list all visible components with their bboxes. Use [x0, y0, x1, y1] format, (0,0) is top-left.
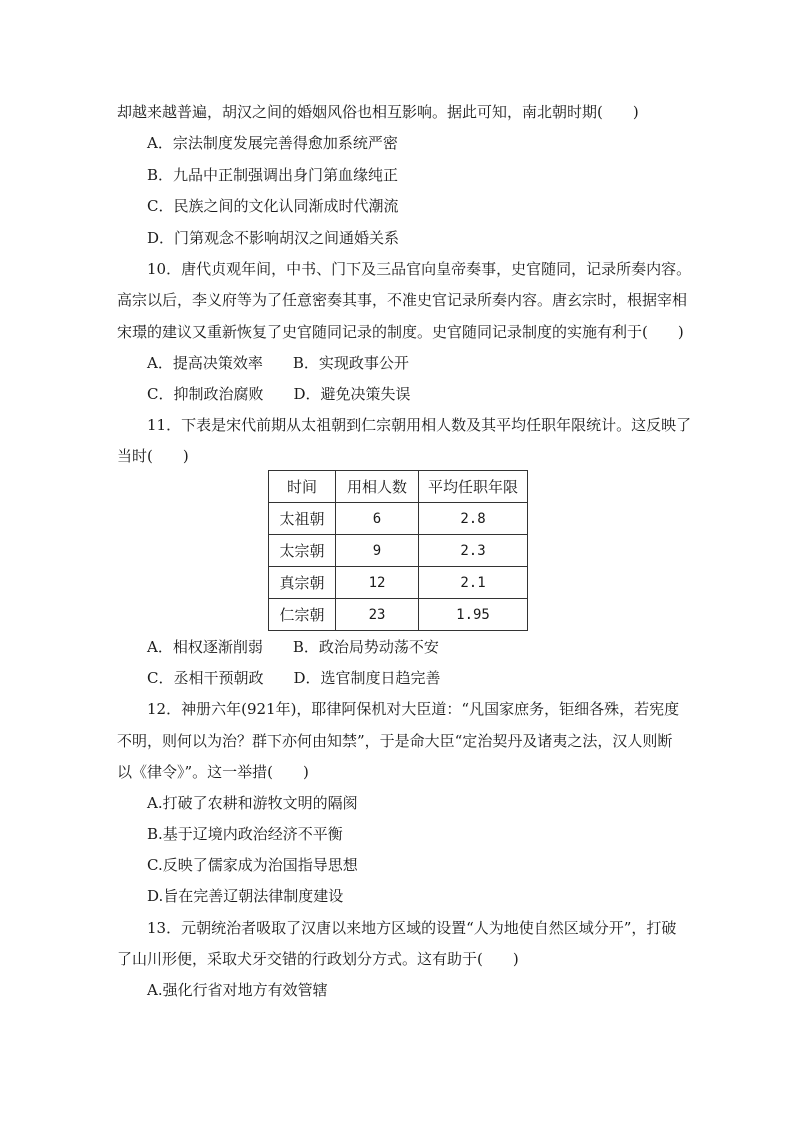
q12-option-a: A.打破了农耕和游牧文明的隔阂	[147, 794, 358, 812]
table-cell: 太祖朝	[269, 503, 336, 535]
q10-stem-line2: 高宗以后，李义府等为了任意密奏其事，不准史官记录所奏内容。唐玄宗时，根据宰相	[117, 291, 688, 309]
q11-stem-line1: 11．下表是宋代前期从太祖朝到仁宗朝用相人数及其平均任职年限统计。这反映了	[147, 416, 692, 434]
q11-stem-line2: 当时( )	[117, 447, 189, 465]
table-row	[269, 535, 528, 567]
q10-stem-line3: 宋璟的建议又重新恢复了史官随同记录的制度。史官随同记录制度的实施有利于( )	[117, 323, 684, 341]
q9-option-c: C．民族之间的文化认同渐成时代潮流	[147, 197, 399, 215]
q11-options-ab: A．相权逐渐削弱 B．政治局势动荡不安	[147, 638, 439, 656]
q10-options-cd: C．抑制政治腐败 D．避免决策失误	[147, 385, 411, 403]
q12-stem-line3: 以《律令》”。这一举措( )	[117, 763, 309, 781]
table-header-row	[269, 471, 528, 503]
q10-options-ab: A．提高决策效率 B．实现政事公开	[147, 354, 409, 372]
q9-option-b: B．九品中正制强调出身门第血缘纯正	[147, 166, 399, 184]
chancellor-stats-table	[268, 470, 528, 631]
table-header-cell: 时间	[269, 471, 336, 503]
q10-stem-line1: 10．唐代贞观年间，中书、门下及三品官向皇帝奏事，史官随同，记录所奏内容。	[147, 260, 692, 278]
table-cell: 9	[336, 535, 419, 567]
table-cell: 23	[336, 599, 419, 631]
table-cell: 2.3	[419, 535, 528, 567]
table-header-cell: 用相人数	[336, 471, 419, 503]
table-cell: 6	[336, 503, 419, 535]
q13-stem-line2: 了山川形便，采取犬牙交错的行政划分方式。这有助于( )	[117, 950, 519, 968]
q12-option-c: C.反映了儒家成为治国指导思想	[147, 856, 358, 874]
table-row	[269, 599, 528, 631]
table-cell: 太宗朝	[269, 535, 336, 567]
q9-option-d: D．门第观念不影响胡汉之间通婚关系	[147, 229, 400, 247]
table-cell: 12	[336, 567, 419, 599]
table-header-cell: 平均任职年限	[419, 471, 528, 503]
q9-stem-tail: 却越来越普遍，胡汉之间的婚姻风俗也相互影响。据此可知，南北朝时期( )	[117, 103, 639, 121]
q12-option-b: B.基于辽境内政治经济不平衡	[147, 825, 343, 843]
q13-option-a: A.强化行省对地方有效管辖	[147, 981, 328, 999]
table-cell: 仁宗朝	[269, 599, 336, 631]
table-cell: 2.8	[419, 503, 528, 535]
q9-option-a: A．宗法制度发展完善得愈加系统严密	[147, 134, 398, 152]
q12-stem-line1: 12．神册六年(921年)，耶律阿保机对大臣道：“凡国家庶务，钜细各殊，若宪度	[147, 700, 680, 718]
table-row	[269, 503, 528, 535]
table-row	[269, 567, 528, 599]
q11-options-cd: C．丞相干预朝政 D．选官制度日趋完善	[147, 669, 441, 687]
q13-stem-line1: 13．元朝统治者吸取了汉唐以来地方区域的设置“人为地使自然区域分开”，打破	[147, 919, 677, 937]
q12-option-d: D.旨在完善辽朝法律制度建设	[147, 887, 344, 905]
table-cell: 1.95	[419, 599, 528, 631]
table-cell: 真宗朝	[269, 567, 336, 599]
q12-stem-line2: 不明，则何以为治？群下亦何由知禁”，于是命大臣“定治契丹及诸夷之法，汉人则断	[117, 732, 673, 750]
table-cell: 2.1	[419, 567, 528, 599]
